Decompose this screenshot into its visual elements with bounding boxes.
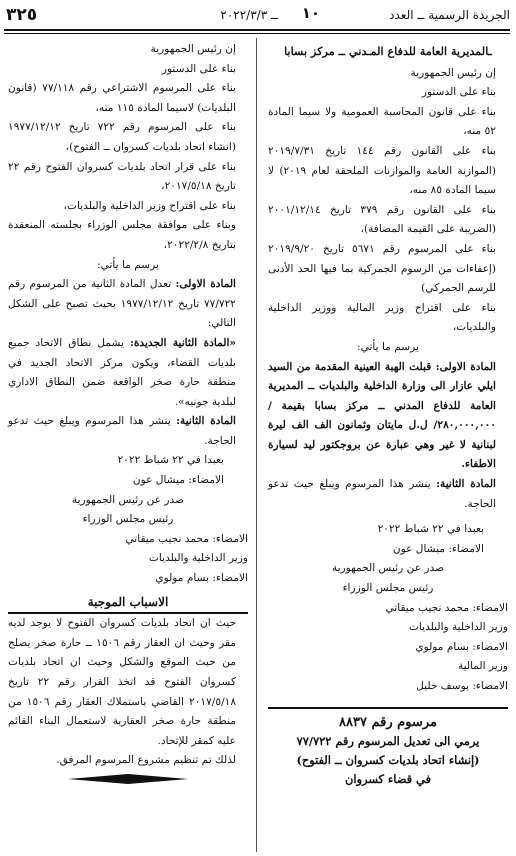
- issued-by: صدر عن رئيس الجمهورية: [331, 562, 445, 575]
- decrees-line: يرسم ما يأتي:: [97, 258, 159, 271]
- official-title: وزير الداخلية والبلديات: [148, 552, 248, 565]
- intro-line: بناء على المرسوم رقم ٧٢٢ تاريخ ١٩٧٧/١٢/١٢ (انشاء اتحاد بلديات كسروان ــ الفتوح)،: [8, 121, 236, 153]
- intro-line: بناء على اقتراح وزير المالية ووزير الداخلية والبلديات،: [268, 301, 496, 334]
- article-1: [268, 358, 508, 476]
- reasons-text: حيث ان اتحاد بلديات كسروان الفتوح لا يوجد لديه مقر وحيث ان العقار رقم ١٥٠٦ ــ حارة صخر يصلح من حيث الموقع والشكل وحيث ان اتحاد بلديات كسروان الفتوح قد اتخذ القرار رقم ٢٢ تاريخ ٢٠١٧/٥/١٨ القاضي باستملاك العقار رقم ١٥٠٦ من منطقة حارة صخر العقارية لاستعمال البناء القائم عليه كمقر للإتحاد.: [8, 617, 237, 747]
- article-label: المادة الاولى:: [175, 278, 236, 291]
- signature-line: الامضاء: محمد نجيب ميقاتي: [385, 601, 508, 614]
- decree-number: مرسوم رقم ٨٨٣٧: [339, 714, 437, 730]
- intro-line: بناء على المرسوم الاشتراعي رقم ٧٧/١١٨ (قانون البلديات) لاسيما المادة ١١٥ منه،: [8, 82, 236, 114]
- decree-title: في قضاء كسروان: [345, 772, 431, 787]
- intro-line: بناء على المرسوم رقم ٥٦٧١ تاريخ ٢٠١٩/٩/٢٠ (إعفاءات من الرسوم الجمركية بما فيها الحد الأدنى للرسم الجمركي): [268, 242, 496, 295]
- official-title: رئيس مجلس الوزراء: [342, 582, 434, 595]
- issue-number: ١٠: [301, 4, 320, 22]
- column-divider: [256, 38, 257, 852]
- decree-title: (إنشاء اتحاد بلديات كسروان ــ الفتوح): [296, 753, 480, 768]
- header-rule-thin: [4, 33, 510, 34]
- intro-line: إن رئيس الجمهورية: [150, 43, 236, 55]
- article-text: تعدل المادة الثانية من المرسوم رقم ٧٧/٧٢٢ تاريخ ١٩٧٧/١٢/١٢ بحيث تصبح على الشكل التالي:: [8, 278, 236, 330]
- date-line: بعبدا في ٢٢ شباط ٢٠٢٢: [117, 454, 224, 467]
- signature-line: الامضاء: محمد نجيب ميقاتي: [125, 532, 248, 545]
- date-line: بعبدا في ٢٢ شباط ٢٠٢٢: [377, 523, 484, 536]
- article-2: [268, 475, 508, 514]
- article-label: «المادة الثانية الجديدة:: [129, 336, 237, 349]
- intro-line: إن رئيس الجمهورية: [410, 66, 496, 79]
- decrees-line: يرسم ما يأتي:: [357, 340, 419, 353]
- page-header: [4, 4, 510, 28]
- signature-line: الامضاء: ميشال عون: [132, 474, 224, 487]
- signature-line: الامضاء: ميشال عون: [392, 542, 484, 555]
- new-article: [8, 334, 248, 412]
- issued-by: صدر عن رئيس الجمهورية: [71, 493, 185, 506]
- intro-line: بناء على الدستور: [161, 62, 236, 75]
- article-label: المادة الثانية:: [176, 415, 236, 428]
- official-title: رئيس مجلس الوزراء: [82, 513, 174, 526]
- decree-separator: [268, 707, 508, 709]
- signature-line: الامضاء: بسام مولوي: [155, 572, 248, 585]
- article-label: المادة الثانية:: [436, 478, 496, 491]
- reasons-heading: الاسباب الموجبة: [8, 593, 248, 615]
- intro-line: بناء على الدستور: [421, 86, 496, 99]
- article-text: ينشر هذا المرسوم ويبلغ حيث تدعو الحاجة.: [8, 415, 236, 447]
- article-label: المادة الاولى:: [435, 360, 496, 373]
- article-1: [8, 275, 248, 334]
- page-number: ٣٢٥: [6, 5, 38, 25]
- official-title: وزير المالية: [457, 660, 508, 673]
- signature-line: الامضاء: يوسف خليل: [416, 680, 508, 692]
- article-text: قبلت الهبة العينية المقدمة من السيد ايلي عازار الى وزارة الداخلية والبلديات ــ المديرية العامة للدفاع المدني ــ مركز بسابا بقيمة /٢٨٠,٠٠٠,٠٠٠/ ل.ل مايتان وثمانون الف الف ليرة لبنانية لا غير وهي عبارة عن بروجكتور ليد لسيارة الاطفاء.: [268, 360, 496, 471]
- closing-line: لذلك تم تنظيم مشروع المرسوم المرفق.: [56, 754, 236, 767]
- right-column: [268, 40, 508, 789]
- signature-line: الامضاء: بسام مولوي: [415, 640, 508, 653]
- intro-line: بناء على قانون المحاسبة العمومية ولا سيما المادة ٥٢ منه،: [268, 105, 496, 138]
- end-ornament: [8, 773, 248, 785]
- article-text: ينشر هذا المرسوم ويبلغ حيث تدعو الحاجة.: [268, 478, 496, 510]
- intro-line: بناء على القانون رقم ٣٧٩ تاريخ ٢٠٠١/١٢/١٤ (الضريبة على القيمة المضافة)،: [268, 203, 496, 236]
- section-heading: ـالمديرية العامة للدفاع المـدني ــ مركز بسابا: [284, 44, 492, 58]
- article-text: يشمل نطاق الاتحاد جميع بلديات القضاء، ويكون مركز الاتحاد الجديد في منطقة حارة صخر الواقعة ضمن النطاق الاداري لبلدية جونيه».: [8, 336, 236, 408]
- intro-line: بناء على قرار اتحاد بلديات كسروان الفتوح رقم ٢٢ تاريخ ٢٠١٧/٥/١٨،: [8, 160, 236, 193]
- intro-line: وبناء على موافقة مجلس الوزراء بجلسته المنعقدة بتاريخ ٢٠٢٢/٢/٨،: [8, 219, 236, 251]
- intro-line: بناء على القانون رقم ١٤٤ تاريخ ٢٠١٩/٧/٣١ (الموازنة العامة والموازنات الملحقة لعام ٢٠١٩) لا سيما المادة ٨٥ منه،: [268, 144, 497, 197]
- intro-line: بناء على اقتراح وزير الداخلية والبلديات،: [63, 199, 236, 212]
- official-title: وزير الداخلية والبلديات: [408, 621, 508, 634]
- gazette-title: الجريدة الرسمية ــ العدد: [389, 8, 510, 22]
- issue-date: ــ ٢٠٢٢/٣/٣: [220, 8, 278, 22]
- decree-title: يرمي الى تعديل المرسوم رقم ٧٧/٧٢٢: [296, 734, 480, 749]
- article-2: [8, 412, 248, 451]
- header-rule: [4, 29, 510, 31]
- left-column: [8, 40, 248, 785]
